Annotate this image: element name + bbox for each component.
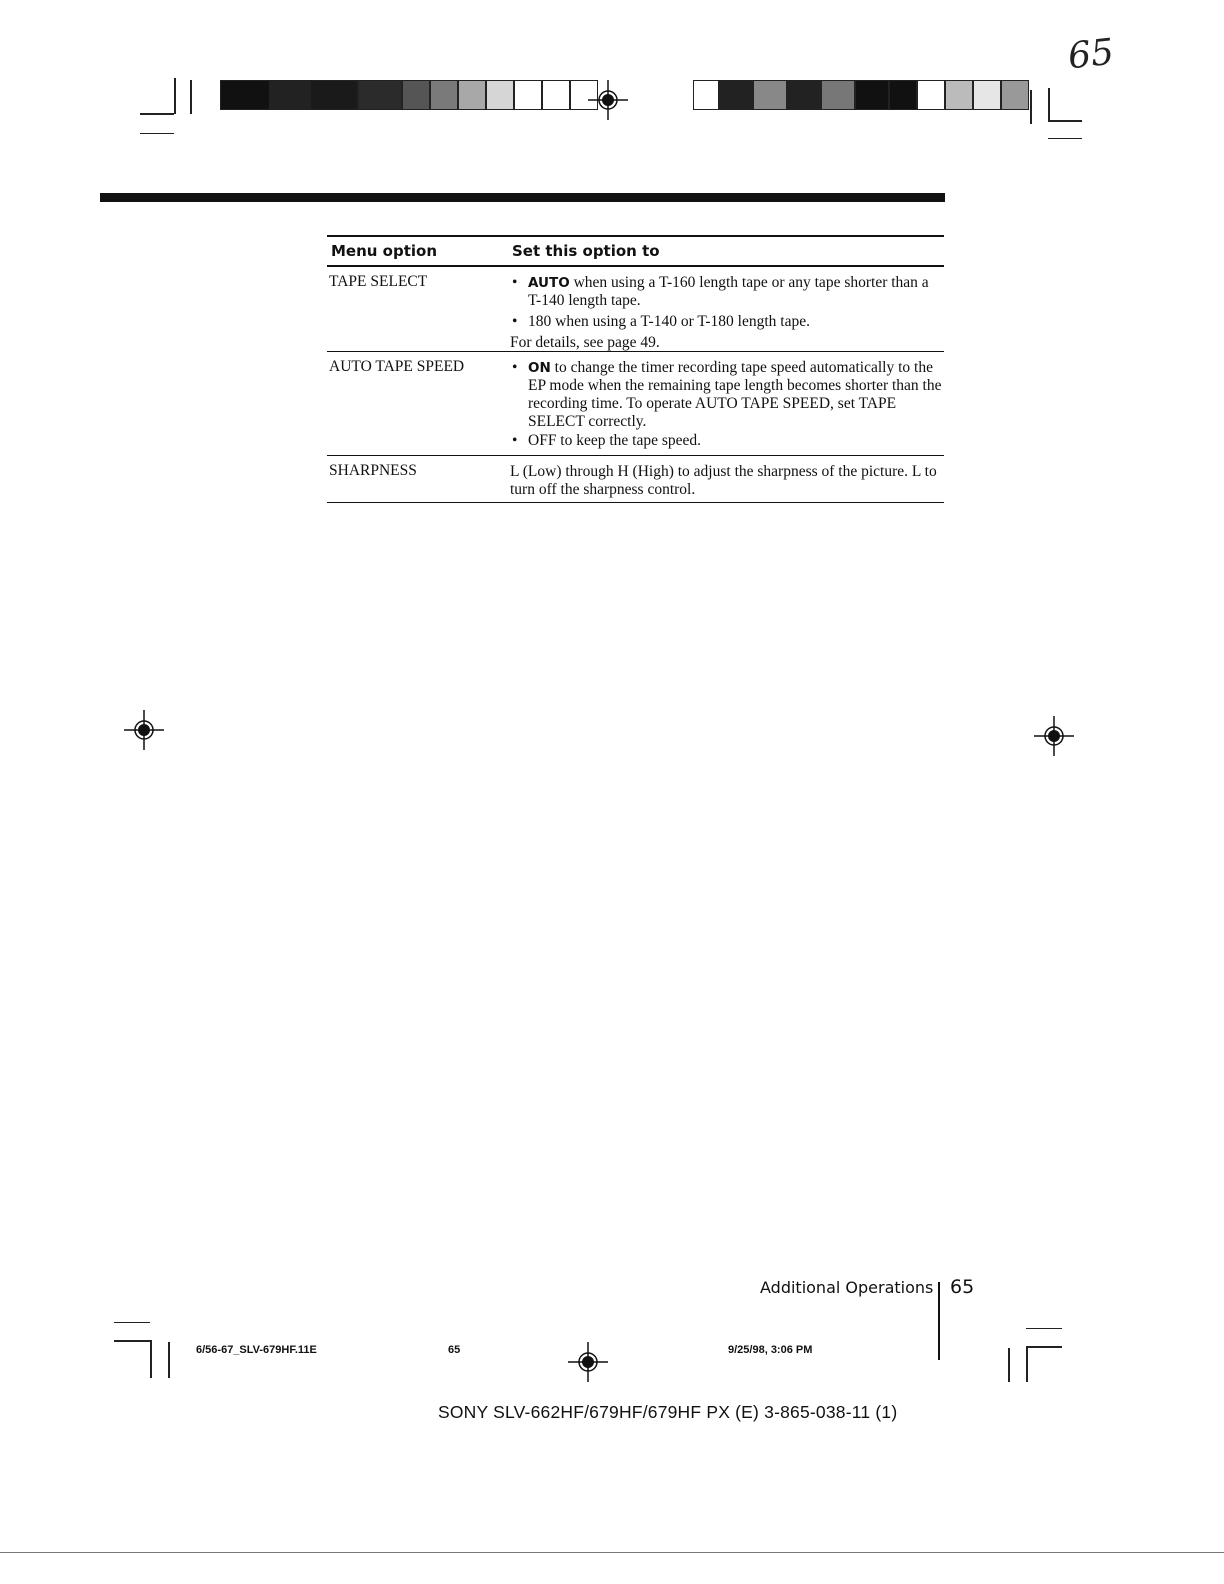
row-setting: L (Low) through H (High) to adjust the sharpness of the picture. L to turn off the sharpness control. <box>510 463 937 498</box>
row-option-sharpness: SHARPNESS <box>329 462 417 479</box>
list-item <box>510 313 944 331</box>
row-setting <box>510 352 944 455</box>
registration-target-icon <box>1032 714 1076 758</box>
table-row <box>327 352 944 456</box>
table-row <box>327 456 944 503</box>
footer-model-line: SONY SLV-662HF/679HF/679HF PX (E) 3-865-038-11 (1) <box>438 1402 898 1422</box>
page-bottom-edge <box>0 1552 1224 1553</box>
keyword: ON <box>528 360 551 376</box>
bullet-text: 180 when using a T-140 or T-180 length tape. <box>528 313 810 330</box>
registration-target-icon <box>122 708 166 752</box>
row-option-tape-select: TAPE SELECT <box>329 273 428 290</box>
footer-page-number: 65 <box>950 1276 975 1298</box>
section-rule <box>100 193 945 202</box>
list-item <box>510 359 944 431</box>
menu-options-table <box>327 235 944 503</box>
color-bar-left <box>220 80 598 110</box>
footer-file-page: 65 <box>448 1344 461 1356</box>
row-note: For details, see page 49. <box>510 334 660 351</box>
footer-section-title: Additional Operations <box>760 1278 934 1297</box>
header-set-option: Set this option to <box>512 242 660 260</box>
bullet-text: when using a T-160 length tape or any tape shorter than a T-140 length tape. <box>528 274 929 309</box>
row-setting <box>510 267 944 351</box>
footer-timestamp: 9/25/98, 3:06 PM <box>728 1344 813 1356</box>
header-menu-option: Menu option <box>331 242 438 260</box>
registration-target-icon <box>586 78 630 122</box>
registration-target-icon <box>566 1340 610 1384</box>
table-row <box>327 267 944 352</box>
list-item <box>510 274 944 310</box>
keyword: AUTO <box>528 275 570 291</box>
list-item <box>510 432 944 450</box>
handwritten-page-number: 65 <box>1065 31 1116 78</box>
footer-divider <box>938 1282 940 1360</box>
bullet-text: OFF to keep the tape speed. <box>528 432 702 449</box>
bullet-text: to change the timer recording tape speed automatically to the EP mode when the remaining tape length becomes shorter than the recording time. To operate AUTO TAPE SPEED, set TAPE SELECT correctly. <box>528 359 942 430</box>
color-bar-right <box>693 80 1029 110</box>
table-header <box>327 237 944 267</box>
row-option-auto-tape-speed: AUTO TAPE SPEED <box>329 358 465 375</box>
footer-file-name: 6/56-67_SLV-679HF.11E <box>196 1344 317 1356</box>
